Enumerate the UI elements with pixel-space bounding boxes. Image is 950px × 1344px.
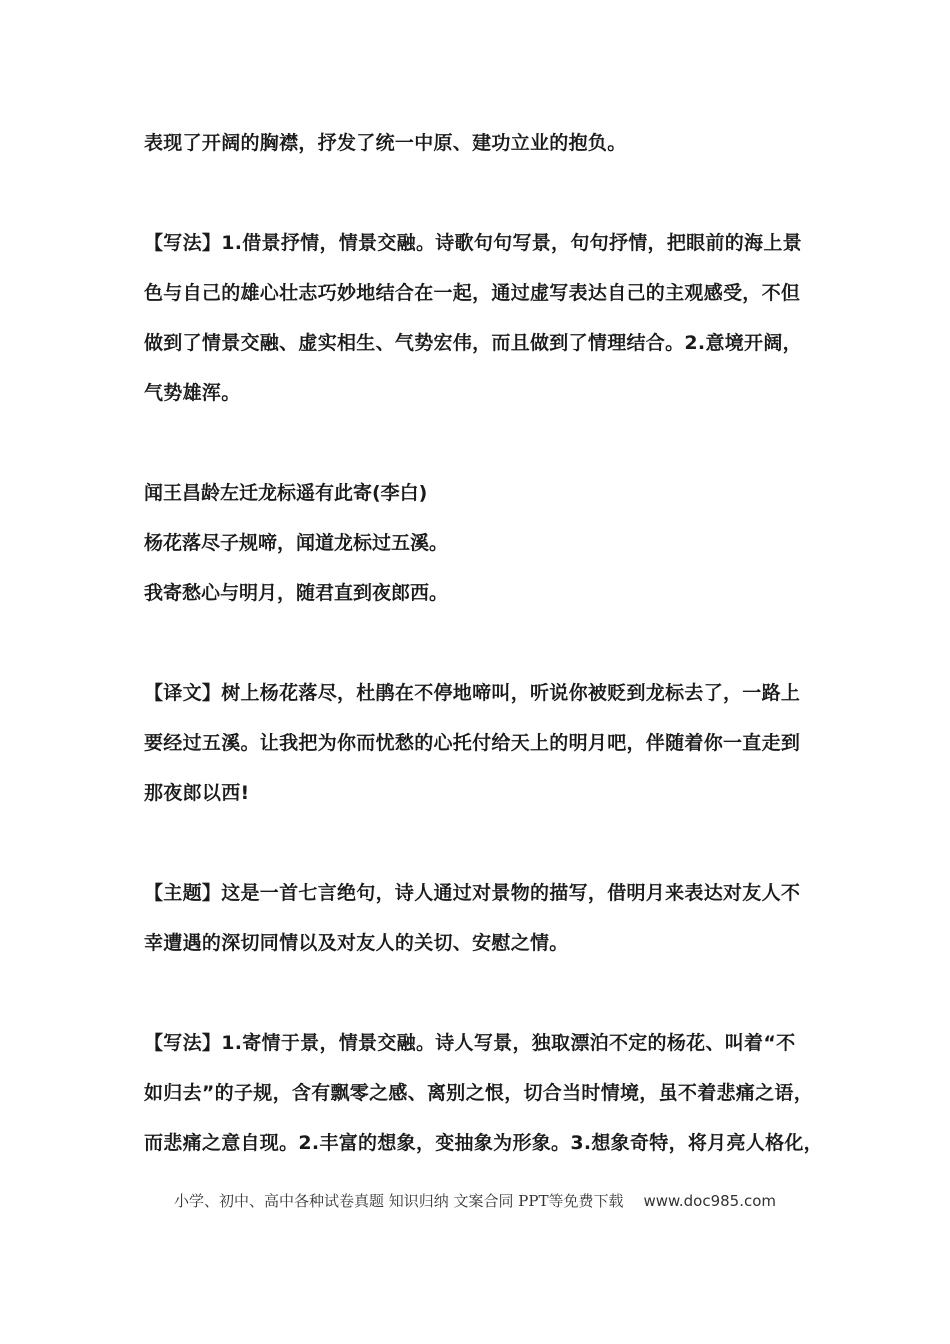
text-line: 表现了开阔的胸襟，抒发了统一中原、建功立业的抱负。: [144, 132, 627, 154]
page-footer: [0, 1190, 950, 1212]
paragraph-gap: [144, 968, 824, 1018]
text-line: 而悲痛之意自现。2.丰富的想象，变抽象为形象。3.想象奇特，将月亮人格化，: [144, 1132, 823, 1154]
footer-text: 小学、初中、高中各种试卷真题 知识归纳 文案合同 PPT等免费下载: [173, 1192, 624, 1210]
paragraph-gap: [144, 418, 824, 468]
text-line: 【写法】1.寄情于景，情景交融。诗人写景，独取漂泊不定的杨花、叫着“不: [144, 1032, 796, 1054]
text-line: 如归去”的子规，含有飘零之感、离别之恨，切合当时情境，虽不着悲痛之语，: [144, 1082, 813, 1104]
text-line: 【写法】1.借景抒情，情景交融。诗歌句句写景，句句抒情，把眼前的海上景: [144, 232, 802, 254]
document-body: [144, 118, 824, 1168]
text-line: 色与自己的雄心壮志巧妙地结合在一起，通过虚写表达自己的主观感受，不但: [144, 282, 801, 304]
poem-line: 杨花落尽子规啼，闻道龙标过五溪。: [144, 532, 449, 554]
footer-url[interactable]: www.doc985.com: [643, 1192, 777, 1210]
text-line: 气势雄浑。: [144, 382, 241, 404]
paragraph-gap: [144, 818, 824, 868]
text-line: 【译文】树上杨花落尽，杜鹃在不停地啼叫，听说你被贬到龙标去了，一路上: [144, 682, 801, 704]
text-line: 要经过五溪。让我把为你而忧愁的心托付给天上的明月吧，伴随着你一直走到: [144, 732, 801, 754]
paragraph-gap: [144, 168, 824, 218]
poem-line: 我寄愁心与明月，随君直到夜郎西。: [144, 582, 449, 604]
text-line: 幸遭遇的深切同情以及对友人的关切、安慰之情。: [144, 932, 569, 954]
poem-title: 闻王昌龄左迁龙标遥有此寄(李白): [144, 482, 428, 504]
paragraph-gap: [144, 618, 824, 668]
text-line: 【主题】这是一首七言绝句，诗人通过对景物的描写，借明月来表达对友人不: [144, 882, 801, 904]
text-line: 做到了情景交融、虚实相生、气势宏伟，而且做到了情理结合。2.意境开阔，: [144, 332, 802, 354]
text-line: 那夜郎以西!: [144, 782, 250, 804]
